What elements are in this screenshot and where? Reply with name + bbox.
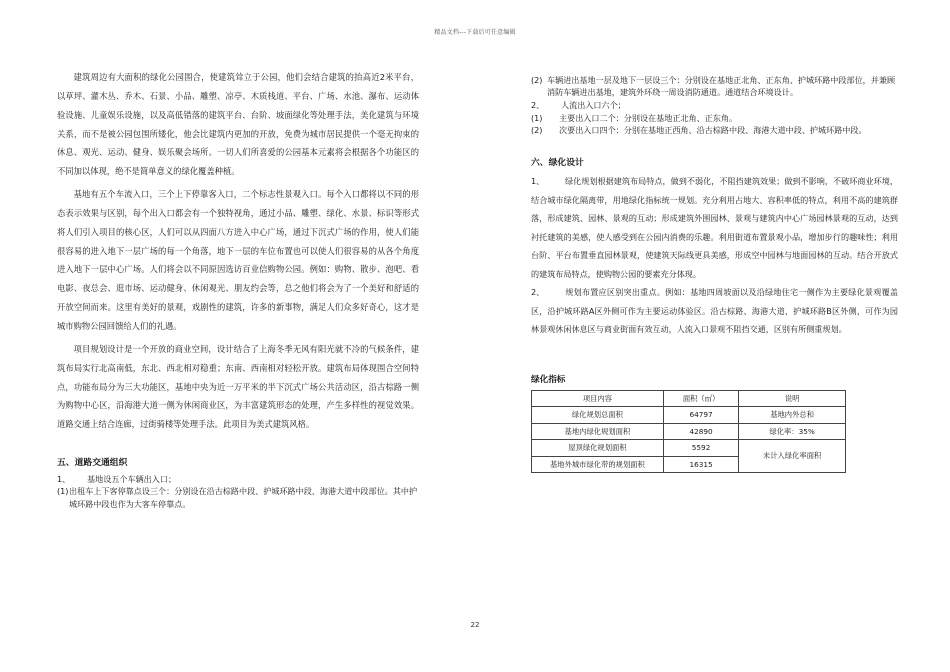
list-item [531,112,898,124]
list-text: 车辆进出基地一层及地下一层设三个：分别设在基地正北角、正东角、护城环路中段部位，并兼顾消防车辆进出基地，建筑外环绕一周设消防通道。通道结合环境设计。 [547,75,896,98]
list-text: 主要出入口二个：分别设在基地正北角、正东角。 [559,112,738,123]
list-marker: (1) [57,486,69,497]
list-marker: 2、 [531,287,545,298]
list-text: 人流出入口六个； [561,99,626,110]
list-item [531,99,898,112]
section-title-traffic: 五、道路交通组织 [57,458,128,469]
list-marker: 1、 [531,176,545,187]
table-row [532,440,846,457]
table-cell: 绿化率：35% [739,423,846,440]
table-row [532,407,846,424]
table-cell: 未计入绿化率面积 [739,440,846,473]
list-item [531,74,898,99]
list-item [531,124,898,136]
list-text: 基地设五个车辆出入口； [87,474,177,485]
paragraph-park: 建筑周边有大面积的绿化公园围合，使建筑耸立于公园，他们会结合建筑的抬高近2米平台，以草坪、灌木丛、乔木、石景、小品、雕塑、凉亭、木质栈道、平台、广场、水池、瀑布、运动体验设施、儿童娱乐设施，以及高低错落的建筑平台、台阶、坡面绿化等处理手法，美化建筑与环境关系，而不是被公园包围所矮化，他会比建筑内更加的开放，免费为城市居民提供一个毫无拘束的休息、观光、运动、健身、娱乐聚会场所。一切人们所喜爱的公园基本元素将会根据各个功能区的不同加以体现，绝不是简单意义的绿化覆盖种植。 [57,72,419,177]
left-column [57,68,419,510]
list-text: 绿化规划根据建筑布局特点，做到不弱化，不阻挡建筑效果；做到不影响，不破环商业环境，结合城市绿化隔离带，用地绿化指标统一规划。充分利用占地大、容积率低的特点，利用不高的建筑群落，形成建筑、园林、景观的互动；形成建筑外围园林、景观与建筑内中心广场园林景观的互动，达到衬托建筑的美感，使人感受到在公园内消费的乐趣。利用街道布置景观小品，增加步行的趣味性；利用台阶、平台布置垂直园林景观，使建筑天际线更具美感，形成空中园林与地面园林的互动。结合开放式的建筑布局特点，使购物公园的要素充分体现。 [531,176,898,279]
table-cell: 基地内外总和 [739,407,846,424]
list-item [57,485,419,510]
list-marker: (1) [531,112,543,123]
table-header-row [532,390,846,407]
column-header: 项目内容 [532,390,664,407]
table-title: 绿化指标 [531,374,566,385]
paragraph-planning: 项目规划设计是一个开放的商业空间，设计结合了上海冬季无风有阳光就不冷的气候条件，建筑布局实行北高南低，东北、西北相对稳重；东南、西南相对轻松开放。建筑布局体现围合空间特点，功能布局分为三大功能区，基地中央为近一万平米的半下沉式广场公共活动区，沿古棕路一侧为购物中心区，沿海港大道一侧为休闲商业区，为丰富建筑形态的处理，产生多样性的视觉效果。道路交通上结合连廊，过街骑楼等处理手法。此项目为美式建筑风格。 [57,343,419,430]
table-cell: 基地外城市绿化带的规划面积 [532,456,664,473]
list-marker: (2) [531,75,543,85]
table-cell: 绿化规划总面积 [532,407,664,424]
page-number: 22 [470,621,480,629]
table-cell: 16315 [663,456,738,473]
greening-item-1 [531,172,898,283]
section-title-greening: 六、绿化设计 [531,158,584,169]
paragraph-entrances: 基地有五个车流入口，三个上下停靠客入口，二个标志性景观入口。每个入口都将以不同的形态表示效果与区别，每个出入口都会有一个独特视角，通过小品、雕塑、绿化、水景、标识等形式将人们引入项目的核心区，人们可以从四面八方进入中心广场，通过下沉式广场的作用，使人们能很容易的进入地下一层广场的每一个角落，地下一层的车位布置也可以使人们很容易的从各个角度进入地下一层中心广场。人们将会以不同原因选访百业信购物公园。例如：购物、散步、泡吧、看电影、夜总会、逛市场、运动健身、休闲观光、朋友约会等，总之他们将会为了一个美好和舒适的开放空间而来。这里有美好的景观，戏剧性的建筑，许多的新事物，满足人们众多好奇心，这才是城市购物公园回馈给人们的礼遇。 [57,189,419,331]
table-cell: 42890 [663,423,738,440]
table-cell: 64797 [663,407,738,424]
table-cell: 5592 [663,440,738,457]
list-item [57,473,419,485]
table-cell: 基地内绿化规划面积 [532,423,664,440]
list-marker: 1、 [57,474,71,485]
list-text: 规划布置应区别突出重点。例如：基地四周坡面以及沿绿地住宅一侧作为主要绿化景观覆盖区，沿护城环路A区外侧可作为主要运动体验区。沿古棕路、海港大道、护城环路B区外侧，可作为园林景观休闲休息区与商业街面有效互动，人流入口景观不阻挡交通，区别有所侧重规划。 [531,287,898,335]
column-header: 面积（㎡） [663,390,738,407]
list-text: 次要出入口四个：分别在基地正西角、沿古棕路中段、海港大道中段、护城环路中段。 [559,124,867,135]
column-header: 说明 [739,390,846,407]
table-cell: 屋顶绿化规划面积 [532,440,664,457]
greening-item-2 [531,283,898,339]
page-header: 精品文档---下载后可任意编辑 [434,29,516,36]
greening-indicator-table [531,390,846,474]
list-marker: 2、 [531,99,545,110]
table-row [532,423,846,440]
list-text: 出租车上下客停靠点设三个：分别设在沿古棕路中段、护城环路中段、海港大道中段部位。其中护城环路中段也作为大客车停靠点。 [69,486,418,509]
right-column [531,74,898,473]
list-marker: (2) [531,124,543,135]
